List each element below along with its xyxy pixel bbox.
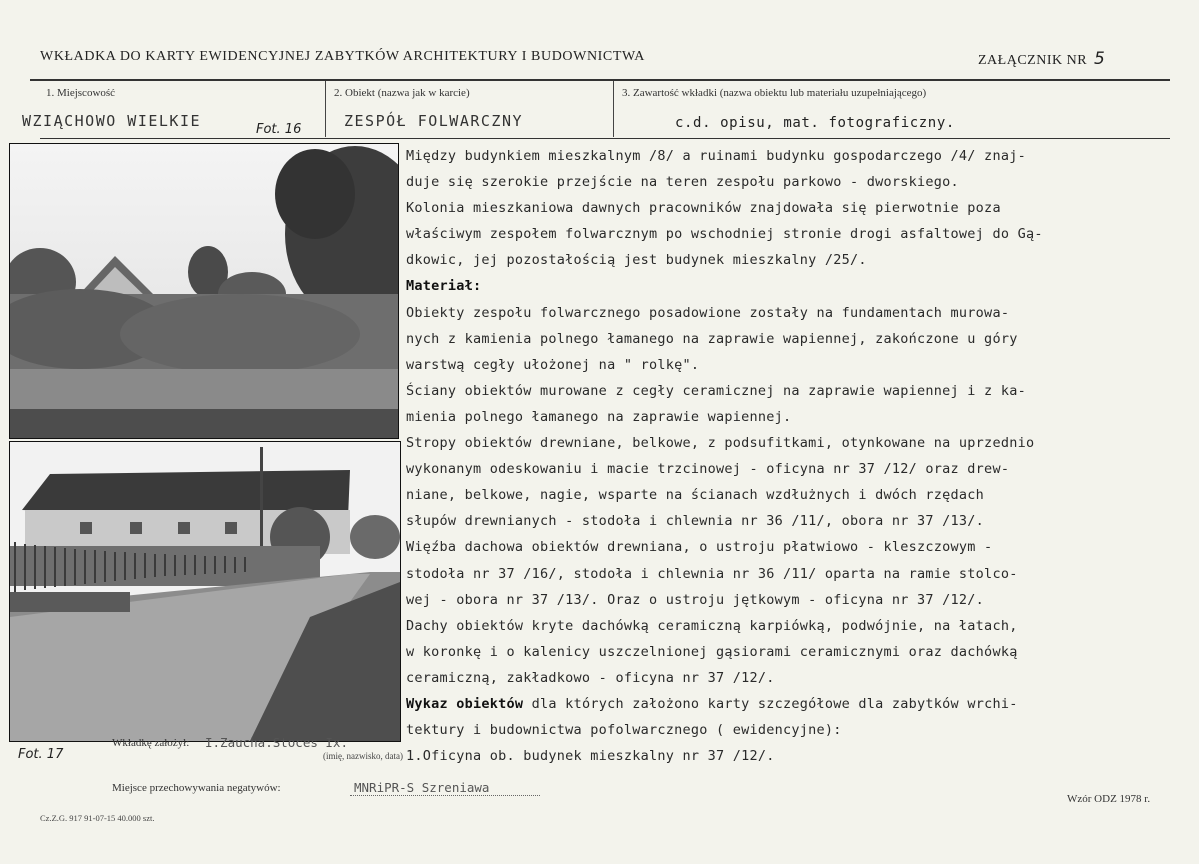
- description-text: dla których założono karty szczegółowe dla zabytków wrchi-: [523, 695, 1018, 712]
- description-line: [406, 613, 1176, 639]
- inserted-by-label: Wkładkę założył:: [112, 737, 190, 749]
- object-caption: 2. Obiekt (nazwa jak w karcie): [334, 87, 470, 99]
- description-line: [406, 143, 1176, 169]
- inserted-by-hint: (imię, nazwisko, data): [323, 751, 403, 761]
- description-line: [406, 430, 1176, 456]
- description-text: Dachy obiektów kryte dachówką ceramiczną karpiówką, podwójnie, na łatach,: [406, 617, 1018, 634]
- description-line: [406, 404, 1176, 430]
- attachment-number: [978, 49, 1105, 69]
- description-line: [406, 352, 1176, 378]
- place-caption: 1. Miejscowość: [46, 87, 116, 99]
- description-line: [406, 169, 1176, 195]
- farm-building-road-photo: [10, 442, 400, 741]
- photo-bottom: [9, 441, 401, 742]
- description-text: Obiekty zespołu folwarcznego posadowione zostały na fundamentach murowa-: [406, 304, 1010, 321]
- description-text: warstwą cegły ułożonej na " rolkę".: [406, 356, 700, 373]
- description-line: [406, 247, 1176, 273]
- description-text: wej - obora nr 37 /13/. Oraz o ustroju jętkowym - oficyna nr 37 /12/.: [406, 591, 985, 608]
- description-text: Stropy obiektów drewniane, belkowe, z podsufitkami, otynkowane na uprzednio: [406, 435, 1035, 452]
- description-line: [406, 273, 1176, 299]
- photo-label-bottom: Fot. 17: [18, 747, 64, 762]
- photo-label-top: Fot. 16: [256, 122, 302, 137]
- description: [406, 143, 1176, 769]
- negatives-dotted-line: [350, 795, 540, 796]
- negatives-value: MNRiPR-S Szreniawa: [354, 780, 490, 795]
- description-line: [406, 561, 1176, 587]
- description-text: słupów drewnianych - stodoła i chlewnia nr 36 /11/, obora nr 37 /13/.: [406, 513, 985, 530]
- description-line: [406, 743, 1176, 769]
- fields-rule: [40, 138, 1170, 139]
- header-rule: [30, 79, 1170, 81]
- print-code: Cz.Z.G. 917 91-07-15 40.000 szt.: [40, 813, 155, 823]
- field-divider: [325, 81, 326, 137]
- description-text: stodoła nr 37 /16/, stodoła i chlewnia nr 36 /11/ oparta na ramie stolco-: [406, 565, 1018, 582]
- description-text: duje się szerokie przejście na teren zespołu parkowo - dworskiego.: [406, 174, 959, 191]
- description-text: 1.Oficyna ob. budynek mieszkalny nr 37 /12/.: [406, 748, 775, 765]
- description-heading: Materiał:: [406, 278, 482, 295]
- description-text: Kolonia mieszkaniowa dawnych pracowników znajdowała się pierwotnie poza: [406, 200, 1001, 217]
- description-line: [406, 508, 1176, 534]
- description-line: [406, 587, 1176, 613]
- description-line: [406, 639, 1176, 665]
- description-line: [406, 378, 1176, 404]
- description-text: niane, belkowe, nagie, wsparte na ścianach wzdłużnych i dwóch rzędach: [406, 487, 985, 504]
- inserted-by-value: I.Zaucha.Stoces Ix.: [205, 735, 348, 750]
- description-text: w koronkę i o kalenicy uszczelnionej gąsiorami ceramicznymi oraz dachówką: [406, 643, 1018, 660]
- description-text: mienia polnego łamanego na zaprawie wapiennej.: [406, 408, 792, 425]
- contents-value: c.d. opisu, mat. fotograficzny.: [675, 115, 955, 131]
- description-text: dkowic, jej pozostałością jest budynek mieszkalny /25/.: [406, 252, 867, 269]
- description-line: [406, 534, 1176, 560]
- description-line: [406, 456, 1176, 482]
- form-title: WKŁADKA DO KARTY EWIDENCYJNEJ ZABYTKÓW ARCHITEKTURY I BUDOWNICTWA: [40, 49, 645, 64]
- farm-landscape-photo: [10, 144, 398, 438]
- contents-caption: 3. Zawartość wkładki (nazwa obiektu lub materiału uzupełniającego): [622, 87, 927, 99]
- description-line: [406, 326, 1176, 352]
- description-text: Między budynkiem mieszkalnym /8/ a ruinami budynku gospodarczego /4/ znaj-: [406, 148, 1026, 164]
- description-heading: Wykaz obiektów: [406, 695, 524, 712]
- description-text: właściwym zespołem folwarcznym po wschodniej stronie drogi asfaltowej do Gą-: [406, 226, 1043, 243]
- description-text: nych z kamienia polnego łamanego na zaprawie wapiennej, zakończone u góry: [406, 330, 1018, 347]
- template-code: Wzór ODZ 1978 r.: [1067, 793, 1151, 805]
- description-line: [406, 665, 1176, 691]
- description-line: [406, 195, 1176, 221]
- description-text: tektury i budownictwa pofolwarcznego ( ewidencyjne):: [406, 722, 842, 739]
- field-divider: [613, 81, 614, 137]
- description-line: [406, 300, 1176, 326]
- description-text: wykonanym odeskowaniu i macie trzcinowej - oficyna nr 37 /12/ oraz drew-: [406, 461, 1010, 478]
- description-text: Ściany obiektów murowane z cegły ceramicznej na zaprawie wapiennej i z ka-: [406, 382, 1026, 399]
- object-value: ZESPÓŁ FOLWARCZNY: [344, 112, 524, 130]
- description-line: [406, 717, 1176, 743]
- description-line: [406, 482, 1176, 508]
- attachment-number-value: 5: [1094, 49, 1106, 69]
- photo-top: [9, 143, 399, 439]
- attachment-label: ZAŁĄCZNIK NR: [978, 53, 1088, 68]
- description-text: Więźba dachowa obiektów drewniana, o ustroju płatwiowo - kleszczowym -: [406, 539, 993, 556]
- description-line: [406, 221, 1176, 247]
- place-value: WZIĄCHOWO WIELKIE: [22, 112, 202, 130]
- description-line: [406, 691, 1176, 717]
- description-text: ceramiczną, zakładkowo - oficyna nr 37 /12/.: [406, 669, 775, 686]
- negatives-label: Miejsce przechowywania negatywów:: [112, 782, 281, 794]
